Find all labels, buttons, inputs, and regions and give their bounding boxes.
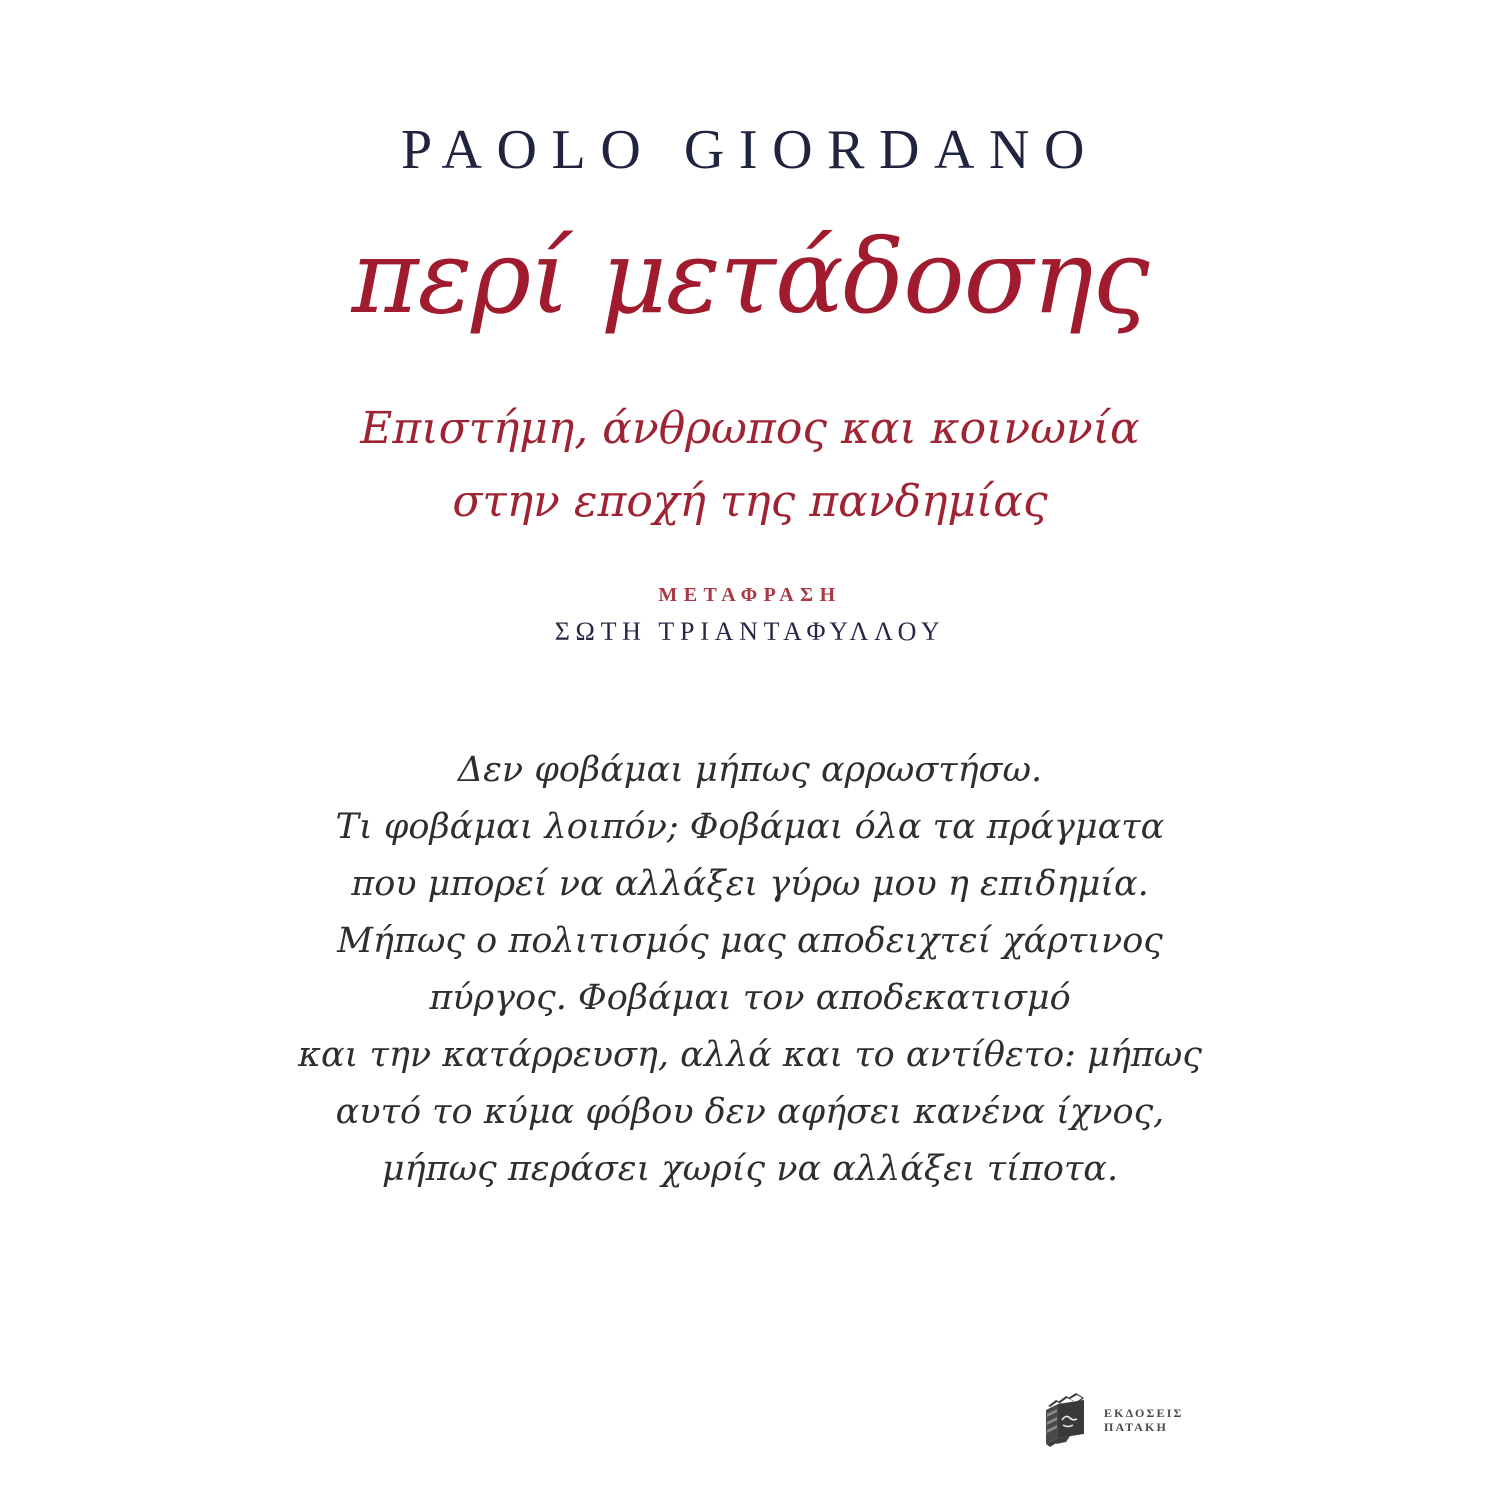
book-subtitle [0, 392, 1500, 538]
translator-name: ΣΩΤΗ ΤΡΙΑΝΤΑΦΥΛΛΟΥ [554, 617, 946, 646]
subtitle-line-1: Επιστήμη, άνθρωπος και κοινωνία [360, 403, 1140, 454]
quote-line: αυτό το κύμα φόβου δεν αφήσει κανένα ίχνος, [335, 1092, 1165, 1132]
publisher-name-line-2: ΠΑΤΑΚΗ [1104, 1420, 1168, 1434]
translation-label: ΜΕΤΑΦΡΑΣΗ [658, 584, 842, 606]
publisher-mark [1036, 1390, 1184, 1450]
quote-line: Δεν φοβάμαι μήπως αρρωστήσω. [457, 750, 1043, 790]
translation-credit [0, 584, 1500, 647]
publisher-name-line-1: ΕΚΔΟΣΕΙΣ [1104, 1406, 1184, 1420]
quote-line: μήπως περάσει χωρίς να αλλάξει τίποτα. [381, 1149, 1119, 1189]
publisher-name [1104, 1406, 1184, 1434]
quote-line: Μήπως ο πολιτισμός μας αποδειχτεί χάρτινος [337, 921, 1163, 961]
quote-line: και την κατάρρευση, αλλά και το αντίθετο: μήπως [298, 1035, 1202, 1075]
quote-line: Τι φοβάμαι λοιπόν; Φοβάμαι όλα τα πράγματα [335, 807, 1165, 847]
publisher-books-icon [1036, 1390, 1096, 1450]
author-name: PAOLO GIORDANO [400, 119, 1100, 181]
cover-quote [0, 742, 1500, 1198]
book-title: περί μετάδοσης [351, 218, 1149, 337]
subtitle-line-2: στην εποχή της πανδημίας [452, 476, 1048, 527]
quote-line: που μπορεί να αλλάξει γύρω μου η επιδημία. [351, 864, 1149, 904]
quote-line: πύργος. Φοβάμαι τον αποδεκατισμό [429, 978, 1071, 1018]
